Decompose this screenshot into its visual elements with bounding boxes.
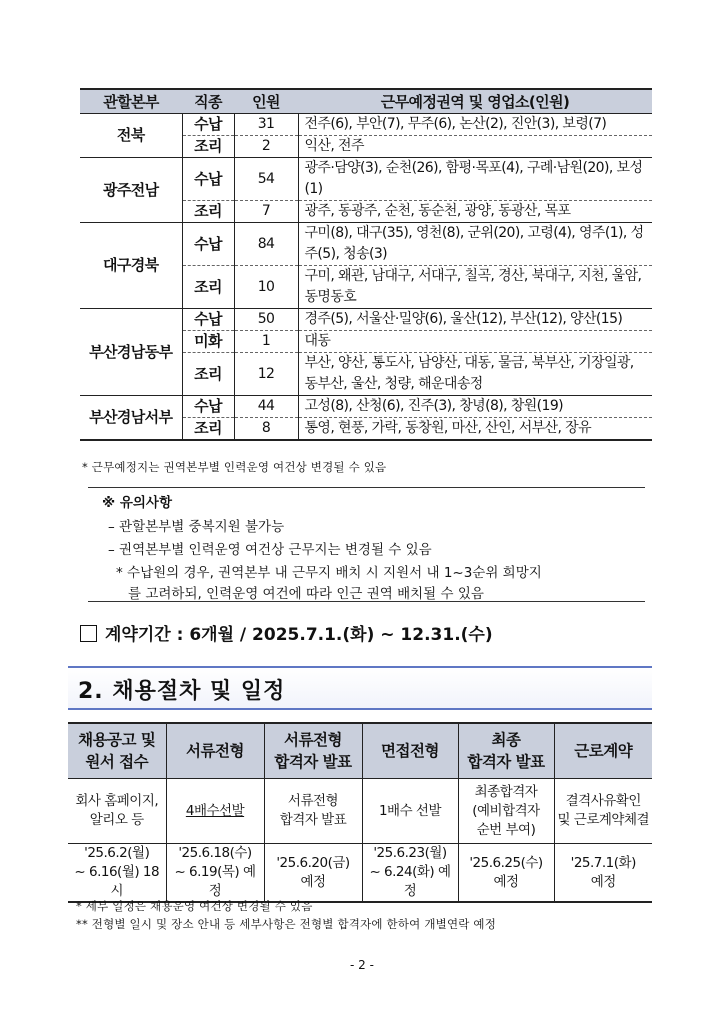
header-line: 서류전형 [186,742,244,760]
date-cell [458,844,554,903]
region-cell: 부산경남동부 [80,309,182,396]
schedule-detail-row [68,779,652,844]
date-line: '25.6.23(월) [373,845,447,861]
section-heading [68,666,652,710]
date-line: ~ 6.24(화) 예정 [369,864,451,899]
locations-cell: 광주, 동광주, 순천, 동순천, 광양, 동광산, 목포 [298,201,652,223]
region-cell: 부산경남서부 [80,396,182,441]
checkbox-square-icon [80,625,97,642]
role-cell: 수납 [182,158,234,201]
region-cell: 전북 [80,114,182,158]
schedule-date-row [68,844,652,903]
date-line: '25.6.25(수) [469,854,543,871]
header-line: 최종 [491,731,521,749]
date-line: ~ 6.16(월) 18시 [74,864,160,899]
schedule-footnote: * 세부 일정은 채용운영 여건상 변경될 수 있음 [76,899,313,913]
header-application [68,723,166,779]
role-cell: 수납 [182,396,234,418]
date-cell [166,844,264,903]
detail-line: 회사 홈페이지, [75,793,159,809]
header-line: 서류전형 [284,731,342,749]
locations-cell: 통영, 현풍, 가락, 동창원, 마산, 산인, 서부산, 장유 [298,418,652,441]
detail-line: 순번 부여) [476,821,536,838]
detail-line: 결격사유확인 [565,793,641,809]
date-line: '25.6.18(수) [178,845,252,861]
locations-cell: 대동 [298,331,652,353]
table-row [80,309,652,331]
date-line: '25.6.20(금) [276,854,350,871]
locations-cell: 고성(8), 산청(6), 진주(3), 창녕(8), 창원(19) [298,396,652,418]
section-title: 2. 채용절차 및 일정 [78,679,286,704]
locations-cell: 광주·담양(3), 순천(26), 함평·목포(4), 구례·남원(20), 보성(1) [298,158,652,201]
contract-text: 계약기간 : 6개월 / 2025.7.1.(화) ~ 12.31.(수) [105,625,493,645]
header-line: 합격자 발표 [274,753,352,771]
role-cell: 수납 [182,114,234,136]
detail-cell [166,779,264,844]
detail-line: 합격자 발표 [279,812,347,828]
schedule-header-row [68,723,652,779]
detail-cell [68,779,166,844]
table-row [80,396,652,418]
detail-line: 1배수 선발 [378,802,442,819]
header-document-result [264,723,362,779]
role-cell: 조리 [182,266,234,309]
count-cell: 54 [234,158,298,201]
date-line: 예정 [590,873,616,890]
count-cell: 84 [234,223,298,266]
header-line: 합격자 발표 [467,753,545,771]
detail-line: (예비합격자 [472,802,540,819]
locations-cell: 전주(6), 부안(7), 무주(6), 논산(2), 진안(3), 보령(7) [298,114,652,136]
date-line: 예정 [493,873,519,890]
count-cell: 1 [234,331,298,353]
locations-cell: 경주(5), 서울산·밀양(6), 울산(12), 부산(12), 양산(15) [298,309,652,331]
regions-footnote: * 근무예정지는 권역본부별 인력운영 여건상 변경될 수 있음 [82,460,387,474]
header-line: 면접전형 [381,742,439,760]
date-line: '25.6.2(월) [84,845,150,861]
count-cell: 31 [234,114,298,136]
role-cell: 수납 [182,309,234,331]
table-row [80,223,652,266]
locations-cell: 구미, 왜관, 남대구, 서대구, 칠곡, 경산, 북대구, 지천, 울암, 동명동호 [298,266,652,309]
role-cell: 미화 [182,331,234,353]
detail-line: 알리오 등 [89,812,144,828]
header-interview [362,723,458,779]
role-cell: 수납 [182,223,234,266]
count-cell: 44 [234,396,298,418]
page-number: - 2 - [350,958,374,972]
region-cell: 대구경북 [80,223,182,309]
detail-cell [264,779,362,844]
date-cell [362,844,458,903]
regions-table [80,88,652,441]
date-cell [264,844,362,903]
count-cell: 7 [234,201,298,223]
cautions-title: ※ 유의사항 [102,495,172,511]
caution-item: – 관할본부별 중복지원 불가능 [108,519,285,535]
role-cell: 조리 [182,353,234,396]
header-locations: 근무예정권역 및 영업소(인원) [298,89,652,114]
header-contract [554,723,652,779]
detail-line: 및 근로계약체결 [557,812,650,828]
count-cell: 2 [234,136,298,158]
detail-line: 최종합격자 [474,783,538,800]
detail-line: 서류전형 [287,793,339,809]
schedule-footnote: ** 전형별 일시 및 장소 안내 등 세부사항은 전형별 합격자에 한하여 개별연락 예정 [76,917,497,931]
table-row [80,158,652,201]
count-cell: 50 [234,309,298,331]
date-line: '25.7.1(화) [570,854,636,871]
date-line: ~ 6.19(목) 예정 [174,864,256,899]
count-cell: 8 [234,418,298,441]
detail-line: 4배수선발 [185,802,245,819]
detail-cell [554,779,652,844]
locations-cell: 구미(8), 대구(35), 영천(8), 군위(20), 고령(4), 영주(1), 성주(5), 청송(3) [298,223,652,266]
header-count: 인원 [234,89,298,114]
count-cell: 10 [234,266,298,309]
contract-period [80,620,493,645]
role-cell: 조리 [182,418,234,441]
date-line: 예정 [300,873,326,890]
locations-cell: 익산, 전주 [298,136,652,158]
header-final-result [458,723,554,779]
header-line: 원서 접수 [85,753,149,771]
table-row [80,114,652,136]
header-line: 근로계약 [574,742,633,760]
header-line: 채용공고 및 [78,731,156,749]
region-cell: 광주전남 [80,158,182,223]
detail-cell [458,779,554,844]
date-cell [554,844,652,903]
caution-item: * 수납원의 경우, 권역본부 내 근무지 배치 시 지원서 내 1~3순위 희망지 [116,565,542,581]
regions-header-row [80,89,652,114]
role-cell: 조리 [182,201,234,223]
header-document-screening [166,723,264,779]
schedule-table [68,722,652,903]
header-role: 직종 [182,89,234,114]
count-cell: 12 [234,353,298,396]
date-cell [68,844,166,903]
header-region: 관할본부 [80,89,182,114]
detail-cell [362,779,458,844]
role-cell: 조리 [182,136,234,158]
caution-item: – 권역본부별 인력운영 여건상 근무지는 변경될 수 있음 [108,542,432,558]
locations-cell: 부산, 양산, 통도사, 남양산, 대동, 물금, 북부산, 기장일광, 동부산, 울산, 청량, 해운대송정 [298,353,652,396]
caution-item-continued: 를 고려하되, 인력운영 여건에 따라 인근 권역 배치될 수 있음 [128,586,484,602]
